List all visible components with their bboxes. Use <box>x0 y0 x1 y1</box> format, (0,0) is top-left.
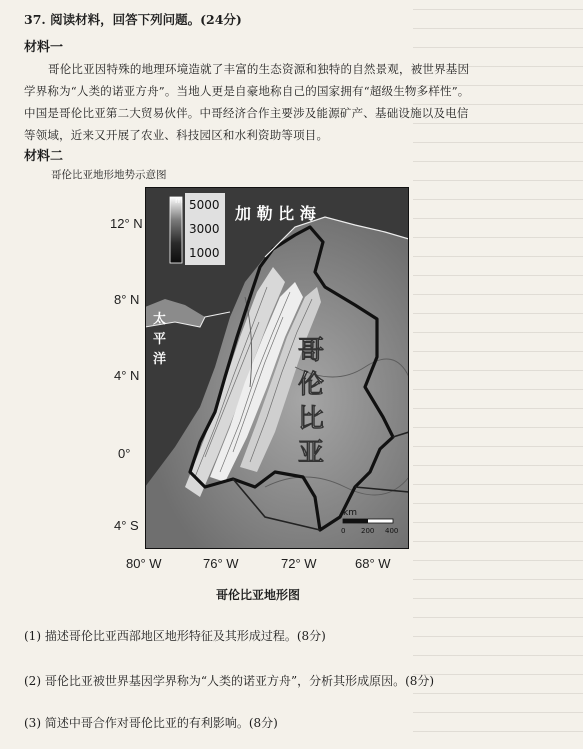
question-3: (3) 简述中哥合作对哥伦比亚的有利影响。(8分) <box>24 716 278 730</box>
pacific-char-1: 太 <box>153 312 167 327</box>
scale-unit: km <box>343 508 357 518</box>
lon-label-76w: 76° W <box>203 556 239 571</box>
material-1-line-1: 哥伦比亚因特殊的地理环境造就了丰富的生态资源和独特的自然景观，被世界基因 <box>48 62 470 76</box>
lon-label-72w: 72° W <box>281 556 317 571</box>
material-1-line-2: 学界称为“人类的诺亚方舟”。当地人更是自豪地称自己的国家拥有“超级生物多样性”。 <box>24 84 470 98</box>
svg-text:m: m <box>175 196 183 205</box>
caribbean-sea-label: 加 勒 比 海 <box>235 204 316 223</box>
lat-label-0: 0° <box>118 446 131 461</box>
legend-1000: 1000 <box>189 246 220 260</box>
material-1-line-4: 等领域，近来又开展了农业、科技园区和水利资助等项目。 <box>24 128 329 142</box>
scale-200: 200 <box>361 527 375 535</box>
figure-caption: 哥伦比亚地形图 <box>216 588 301 602</box>
lat-label-12n: 12° N <box>110 216 143 231</box>
legend-3000: 3000 <box>189 222 220 236</box>
figure-subtitle: 哥伦比亚地形地势示意图 <box>51 169 167 181</box>
lon-label-80w: 80° W <box>126 556 162 571</box>
question-header: 37. 阅读材料，回答下列问题。(24分) <box>24 12 242 27</box>
lat-label-8n: 8° N <box>114 292 140 307</box>
pacific-char-2: 平 <box>153 332 167 347</box>
lat-label-4s: 4° S <box>114 518 139 533</box>
scale-0: 0 <box>341 527 346 535</box>
question-2: (2) 哥伦比亚被世界基因学界称为“人类的诺亚方舟”，分析其形成原因。(8分) <box>24 674 435 688</box>
colombia-terrain-map <box>145 187 409 549</box>
question-1: (1) 描述哥伦比亚西部地区地形特征及其形成过程。(8分) <box>24 629 326 643</box>
material-2-title: 材料二 <box>24 149 64 164</box>
pacific-char-3: 洋 <box>153 352 167 367</box>
scale-400: 400 <box>385 527 399 535</box>
material-1-title: 材料一 <box>24 40 64 55</box>
colombia-char-2: 伦 <box>298 370 325 400</box>
lon-label-68w: 68° W <box>355 556 391 571</box>
legend-5000: 5000 <box>189 198 220 212</box>
lat-label-4n: 4° N <box>114 368 140 383</box>
material-1-line-3: 中国是哥伦比亚第二大贸易伙伴。中哥经济合作主要涉及能源矿产、基础设施以及电信 <box>24 106 469 120</box>
colombia-char-3: 比 <box>298 404 325 434</box>
colombia-char-4: 亚 <box>298 438 325 468</box>
colombia-char-1: 哥 <box>298 336 325 366</box>
